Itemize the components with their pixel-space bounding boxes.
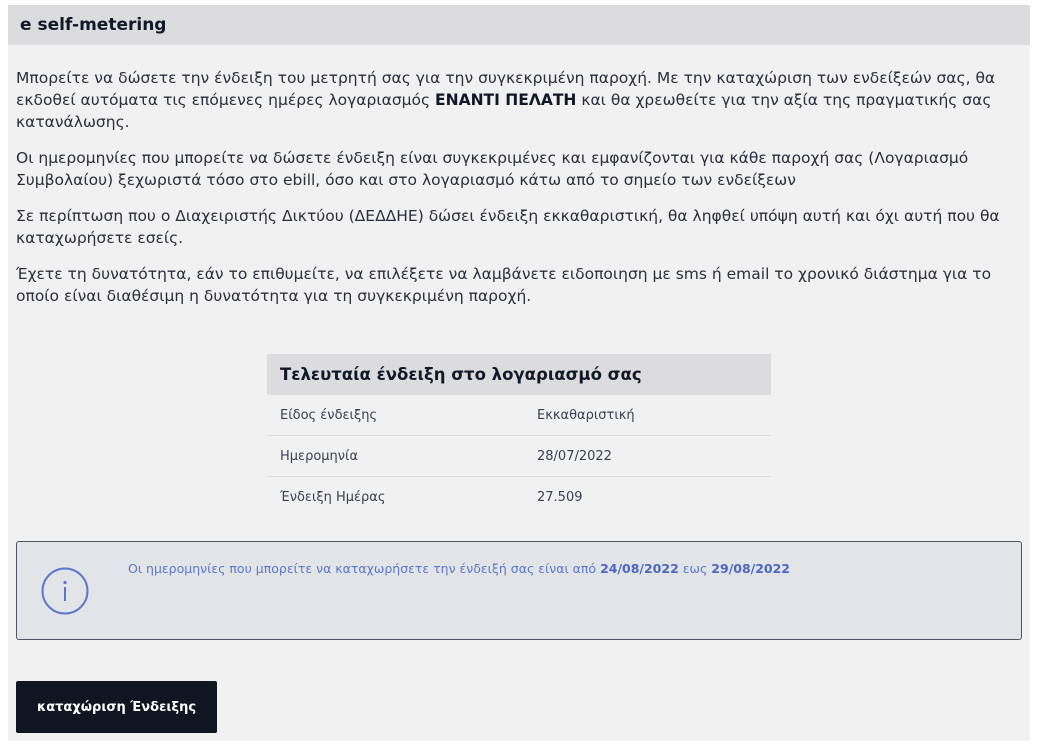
table-row xyxy=(267,477,771,517)
submit-reading-button[interactable]: καταχώριση Ένδειξης xyxy=(16,681,217,733)
intro-paragraph-2: Οι ημερομηνίες που μπορείτε να δώσετε ένδειξη είναι συγκεκριμένες και εμφανίζονται για κάθε παροχή σας (Λογαριασμό Συμβολαίου) ξεχωριστά τόσο στο ebill, όσο και στο λογαριασμό κάτω από το σημείο των ενδείξεων xyxy=(16,149,969,189)
self-metering-panel xyxy=(8,5,1030,741)
reading-type-label: Είδος ένδειξης xyxy=(280,407,378,423)
intro-paragraph-3: Σε περίπτωση που ο Διαχειριστής Δικτύου (ΔΕΔΔΗΕ) δώσει ένδειξη εκκαθαριστική, θα ληφθεί υπόψη αυτή και όχι αυτή που θα καταχωρήσετε εσείς. xyxy=(16,207,1000,247)
intro-text xyxy=(16,67,1016,321)
intro-p1-text: Μπορείτε να δώσετε την ένδειξη του μετρητή σας για την συγκεκριμένη παροχή. Με την καταχώριση των ενδείξεών σας, θα εκδοθεί αυτόματα τις επόμενες ημέρες λογαριασμός xyxy=(16,69,996,109)
info-text xyxy=(128,561,790,576)
last-reading-title: Τελευταία ένδειξη στο λογαριασμό σας xyxy=(267,354,771,395)
table-row xyxy=(267,395,771,436)
reading-date-value: 28/07/2022 xyxy=(537,448,612,464)
last-reading-table xyxy=(267,354,771,517)
intro-paragraph-1 xyxy=(16,67,1016,133)
date-to: 29/08/2022 xyxy=(711,561,791,576)
info-circle-icon xyxy=(41,567,89,615)
table-row xyxy=(267,436,771,477)
intro-p1-bold: ΕΝΑΝΤΙ ΠΕΛΑΤΗ xyxy=(435,91,577,109)
info-notice xyxy=(16,541,1022,640)
intro-paragraph-4: Έχετε τη δυνατότητα, εάν το επιθυμείτε, να επιλέξετε να λαμβάνετε ειδοποιηση με sms ή email το χρονικό διάστημα για το οποίο είναι διαθέσιμη η δυνατότητα για τη συγκεκριμένη παροχή. xyxy=(16,265,992,305)
info-text-start: Οι ημερομηνίες που μπορείτε να καταχωρήσετε την ένδειξή σας είναι από xyxy=(128,561,601,576)
intro-p1-text-end: και θα χρεωθείτε για την αξία της πραγματικής σας κατανάλωσης. xyxy=(16,91,992,131)
reading-date-label: Ημερομηνία xyxy=(280,448,359,464)
day-reading-label: Ένδειξη Ημέρας xyxy=(280,489,386,505)
panel-title: e self-metering xyxy=(8,5,1030,45)
date-from: 24/08/2022 xyxy=(600,561,679,576)
day-reading-value: 27.509 xyxy=(537,489,583,505)
reading-type-value: Εκκαθαριστική xyxy=(537,407,635,423)
info-text-middle: εως xyxy=(678,561,712,576)
